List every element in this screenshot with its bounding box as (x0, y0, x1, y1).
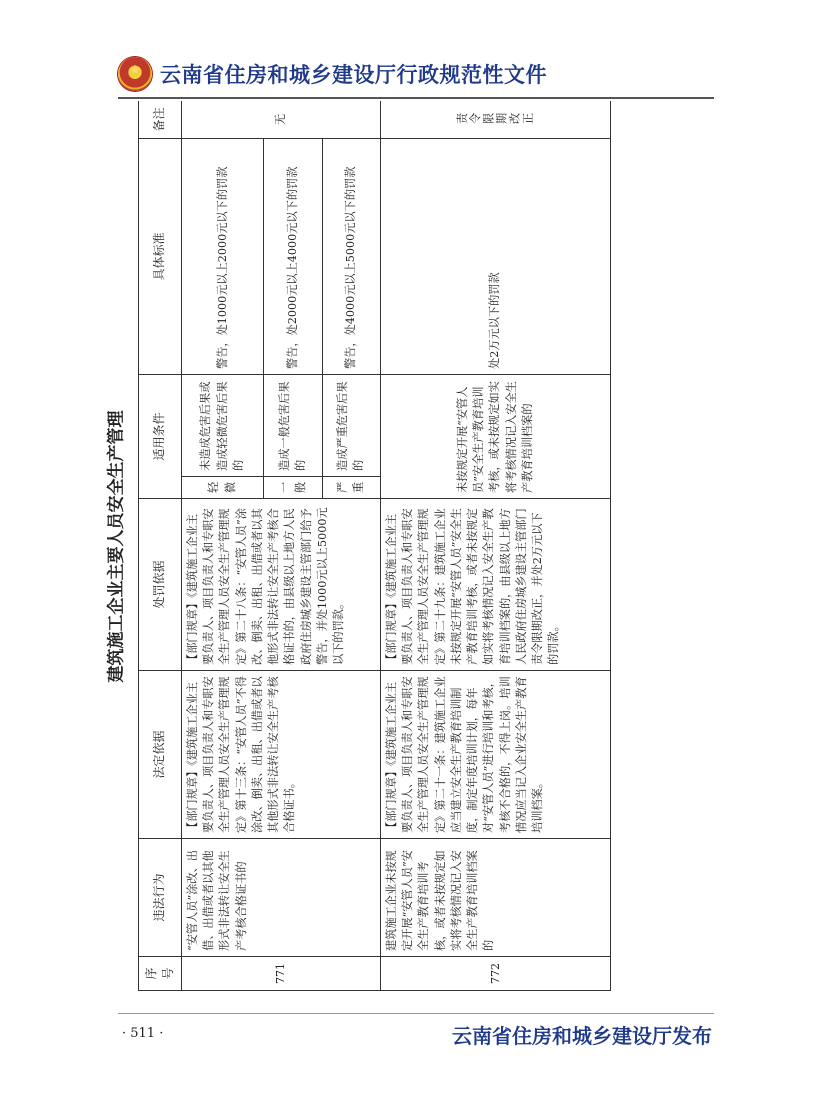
table-title: 建筑施工企业主要人员安全生产管理 (106, 410, 127, 682)
level-condition: 造成一般危害后果的 (264, 374, 322, 476)
table-header-row (139, 101, 182, 991)
row-legal-basis: 【部门规章】《建筑施工企业主要负责人、项目负责人和专职安全生产管理人员安全生产管理规定》第二十一条：建筑施工企业应当建立安全生产教育培训制度，制定年度培训计划，每年对“安管人员”进行培训和考核，考核不合格的，不得上岗。培训情况应当记入企业安全生产教育培训档案。 (381, 671, 611, 839)
table-row (182, 101, 264, 991)
level-label: 一般 (264, 477, 322, 499)
level-label: 严重 (322, 477, 380, 499)
row-standard: 处2万元以下的罚款 (381, 138, 611, 374)
level-condition: 未造成危害后果或造成轻微危害后果的 (182, 374, 264, 476)
header-rule (118, 97, 714, 99)
level-condition: 造成严重危害后果的 (322, 374, 380, 476)
row-penalty-basis: 【部门规章】《建筑施工企业主要负责人、项目负责人和专职安全生产管理人员安全生产管理规定》第二十八条：“安管人员”涂改、倒卖、出租、出借或者以其他形式非法转让安全生产考核合格证书的，由县级以上地方人民政府住房城乡建设主管部门给予警告，并处1000元以上5000元以下的罚款。 (182, 499, 381, 671)
row-no: 772 (381, 957, 611, 991)
col-legal-basis: 法定依据 (139, 671, 182, 839)
col-act: 违法行为 (139, 839, 182, 957)
page-number: · 511 · (122, 1026, 164, 1041)
level-standard: 警告，处4000元以上5000元以下的罚款 (322, 138, 380, 374)
col-conditions: 适用条件 (139, 374, 182, 498)
level-standard: 警告，处1000元以上2000元以下的罚款 (182, 138, 264, 374)
level-label: 轻微 (182, 477, 264, 499)
national-emblem-icon (118, 57, 152, 91)
row-no: 771 (182, 957, 381, 991)
row-remark: 无 (182, 101, 381, 138)
level-standard: 警告，处2000元以上4000元以下的罚款 (264, 138, 322, 374)
row-legal-basis: 【部门规章】《建筑施工企业主要负责人、项目负责人和专职安全生产管理人员安全生产管理规定》第十三条：“安管人员”不得涂改、倒卖、出租、出借或者以其他形式非法转让安全生产考核合格证书。 (182, 671, 381, 839)
col-penalty-basis: 处罚依据 (139, 499, 182, 671)
row-act: “安管人员”涂改、出借、出借或者以其他形式非法转让安全生产考核合格证书的 (182, 839, 381, 957)
row-act: 建筑施工企业未按规定开展“安管人员”安全生产教育培训考核，或者未按规定如实将考核情况记入安全生产教育培训档案的 (381, 839, 611, 957)
page-header (118, 54, 547, 94)
col-no: 序号 (139, 957, 182, 991)
penalty-table (138, 101, 611, 991)
rotated-table-area (138, 101, 611, 991)
row-remark: 责令限期改正 (381, 101, 611, 138)
publisher: 云南省住房和城乡建设厅发布 (452, 1024, 712, 1048)
row-condition: 未按规定开展“安管人员”安全生产教育培训考核，或未按规定如实将考核情况记入安全生产教育培训档案的 (381, 374, 611, 498)
header-title: 云南省住房和城乡建设厅行政规范性文件 (160, 63, 547, 87)
footer-rule (118, 1013, 714, 1014)
col-standard: 具体标准 (139, 138, 182, 374)
col-remark: 备注 (139, 101, 182, 138)
table-row (381, 101, 611, 991)
row-penalty-basis: 【部门规章】《建筑施工企业主要负责人、项目负责人和专职安全生产管理人员安全生产管理规定》第二十九条：建筑施工企业未按规定开展“安管人员”安全生产教育培训考核，或者未按规定如实将考核情况记入安全生产教育培训档案的，由县级以上地方人民政府住房城乡建设主管部门责令限期改正，并处2万元以下的罚款。 (381, 499, 611, 671)
